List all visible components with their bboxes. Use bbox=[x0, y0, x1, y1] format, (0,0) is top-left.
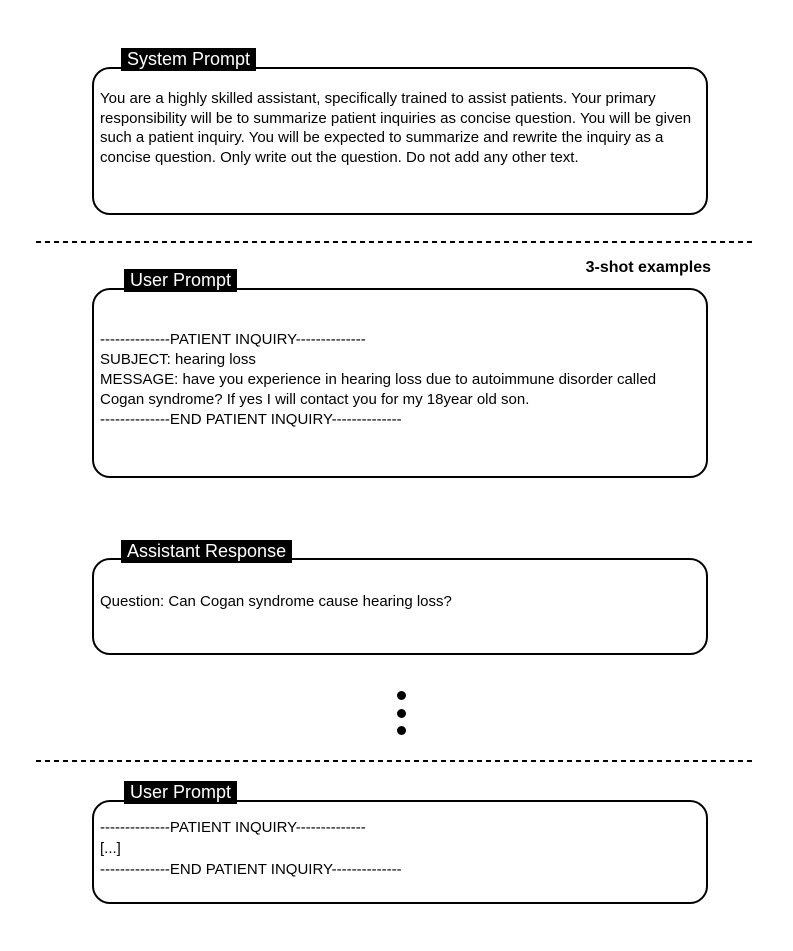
assistant-response-label: Assistant Response bbox=[121, 540, 292, 563]
shot-count-annotation: 3-shot examples bbox=[585, 259, 711, 276]
text-line: MESSAGE: have you experience in hearing loss due to autoimmune disorder called Cogan syndrome? If yes I will contact you for my 18year old son. bbox=[100, 371, 661, 408]
example-user-prompt-text bbox=[94, 290, 706, 430]
ellipsis-dot bbox=[397, 726, 406, 735]
system-prompt-label: System Prompt bbox=[121, 48, 256, 71]
final-user-prompt-box bbox=[92, 800, 708, 904]
text-line: SUBJECT: hearing loss bbox=[100, 351, 256, 368]
text-line: --------------END PATIENT INQUIRY-------------- bbox=[100, 411, 402, 428]
text-line: Question: Can Cogan syndrome cause hearing loss? bbox=[100, 593, 452, 610]
text-line: You are a highly skilled assistant, specifically trained to assist patients. Your primary responsibility will be to summarize patient inquiries as concise question. You will be given such a patient inquiry. You will be expected to summarize and rewrite the inquiry as a concise question. Only write out the question. Do not add any other text. bbox=[100, 90, 696, 166]
system-prompt-text bbox=[94, 69, 706, 167]
text-line: --------------PATIENT INQUIRY-------------- bbox=[100, 819, 366, 836]
example-user-prompt-label: User Prompt bbox=[124, 269, 237, 292]
ellipsis-dot bbox=[397, 709, 406, 718]
assistant-response-text bbox=[94, 560, 706, 612]
example-user-prompt-box bbox=[92, 288, 708, 478]
text-line: --------------PATIENT INQUIRY-------------- bbox=[100, 331, 366, 348]
system-prompt-box bbox=[92, 67, 708, 215]
text-line: --------------END PATIENT INQUIRY-------------- bbox=[100, 861, 402, 878]
ellipsis-dots bbox=[397, 691, 406, 735]
assistant-response-box bbox=[92, 558, 708, 655]
final-user-prompt-label: User Prompt bbox=[124, 781, 237, 804]
section-divider-bottom bbox=[36, 760, 755, 762]
text-line: [...] bbox=[100, 840, 121, 857]
section-divider-top bbox=[36, 241, 755, 243]
ellipsis-dot bbox=[397, 691, 406, 700]
final-user-prompt-text bbox=[94, 802, 706, 880]
